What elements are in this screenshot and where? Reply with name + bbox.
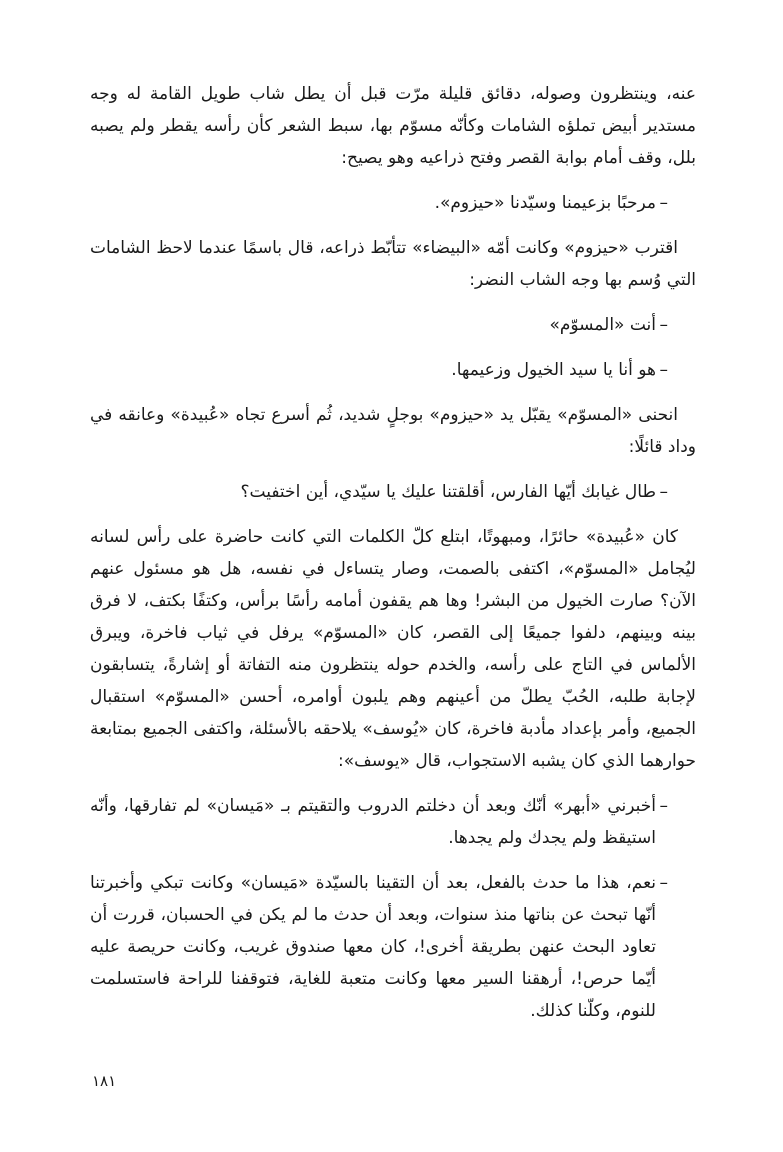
- dialog-line-6: [90, 867, 696, 1027]
- dialog-line-2: [90, 309, 696, 341]
- dialog-text: مرحبًا بزعيمنا وسيّدنا «حيزوم».: [434, 193, 656, 213]
- dialog-dash: –: [659, 796, 668, 816]
- dialog-line-1: [90, 187, 696, 219]
- dialog-line-4: [90, 476, 696, 508]
- paragraph-1: عنه، وينتظرون وصوله، دقائق قليلة مرّت قبل أن يطل شاب طويل القامة له وجه مستدير أبيض تملؤه الشامات وكأنّه مسوّم بها، سبط الشعر كأن رأسه يقطر ولم يصبه بلل، وقف أمام بوابة القصر وفتح ذراعيه وهو يصيح:: [90, 84, 696, 168]
- paragraph-2: اقترب «حيزوم» وكانت أمّه «البيضاء» تتأبّط ذراعه، قال باسمًا عندما لاحظ الشامات التي وُسم بها وجه الشاب النضر:: [90, 238, 696, 290]
- page-number: ١٨١: [92, 1072, 117, 1090]
- dialog-dash: –: [659, 315, 668, 335]
- dialog-line-5: [90, 790, 696, 854]
- dialog-dash: –: [659, 482, 668, 502]
- dialog-text: هو أنا يا سيد الخيول وزعيمها.: [451, 360, 656, 380]
- dialog-text: أخبرني «أبهر» أنّك وبعد أن دخلتم الدروب والتقيتم بـ «مَيسان» لم تفارقها، وأنّه استيقظ ولم يجدك ولم يجدها.: [90, 796, 656, 848]
- dialog-text: أنت «المسوّم»: [549, 315, 656, 335]
- dialog-text: نعم، هذا ما حدث بالفعل، بعد أن التقينا بالسيّدة «مَيسان» وكانت تبكي وأخبرتنا أنّها تبحث عن بناتها منذ سنوات، وبعد أن حدث ما لم يكن في الحسبان، قررت أن تعاود البحث عنهن بطريقة أخرى!، كان معها صندوق غريب، وكانت حريصة عليه أيّما حرص!، أرهقنا السير معها وكانت متعبة للغاية، فتوقفنا للراحة فاستسلمت للنوم، وكلّنا كذلك.: [90, 873, 656, 1021]
- paragraph-4: كان «عُبيدة» حائرًا، ومبهوتًا، ابتلع كلّ الكلمات التي كانت حاضرة على رأس لسانه ليُجامل «المسوّم»، اكتفى بالصمت، وصار يتساءل في نفسه، هل هو مسئول عنهم الآن؟ صارت الخيول من البشر! وها هم يقفون أمامه رأسًا برأس، وكتفًا بكتف، لا فرق بينه وبينهم، دلفوا جميعًا إلى القصر، كان «المسوّم» يرفل في ثياب فاخرة، ويبرق الألماس في التاج على رأسه، والخدم حوله ينتظرون منه التفاتة أو إشارةً، يتسابقون لإجابة طلبه، الحُبّ يطلّ من أعينهم وهم يلبون أوامره، أحسن «المسوّم» استقبال الجميع، وأمر بإعداد مأدبة فاخرة، كان «يُوسف» يلاحقه بالأسئلة، واكتفى الجميع بمتابعة حوارهما الذي كان يشبه الاستجواب، قال «يوسف»:: [90, 527, 696, 771]
- paragraph-3: انحنى «المسوّم» يقبّل يد «حيزوم» بوجلٍ شديد، ثُم أسرع تجاه «عُبيدة» وعانقه في وداد قائلًا:: [90, 405, 696, 457]
- dialog-text: طال غيابك أيّها الفارس، أقلقتنا عليك يا سيّدي، أين اختفيت؟: [240, 482, 656, 502]
- page-body: [90, 78, 696, 1040]
- dialog-line-3: [90, 354, 696, 386]
- dialog-dash: –: [659, 873, 668, 893]
- dialog-dash: –: [659, 193, 668, 213]
- dialog-dash: –: [659, 360, 668, 380]
